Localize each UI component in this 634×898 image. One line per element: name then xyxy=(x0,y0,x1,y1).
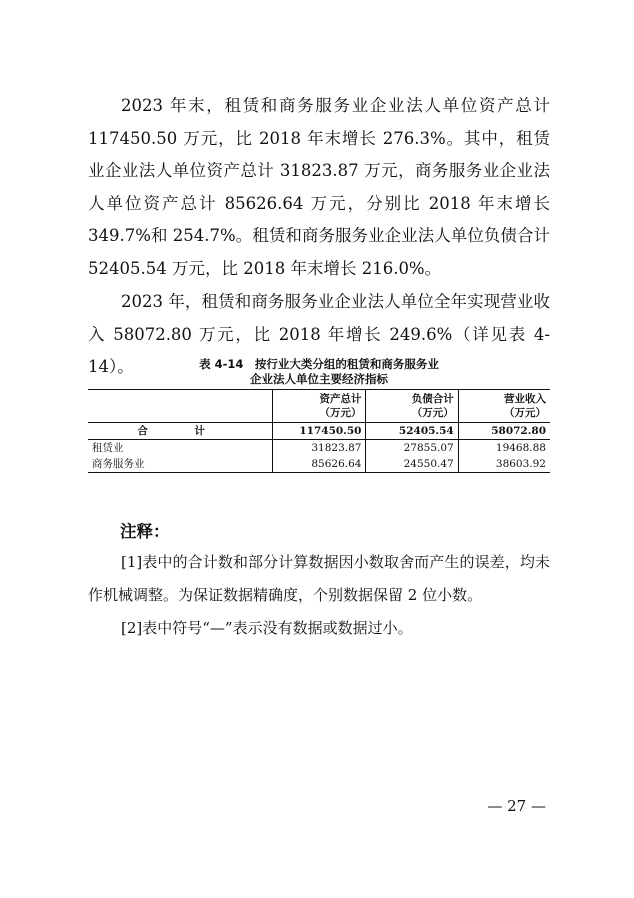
cell-assets: 85626.64 xyxy=(273,456,366,473)
header-assets-unit: （万元） xyxy=(319,407,362,419)
header-revenue-unit: （万元） xyxy=(504,407,546,419)
row-label: 商务服务业 xyxy=(88,456,273,473)
header-liabilities-unit: （万元） xyxy=(411,407,454,419)
table-header-row xyxy=(88,390,550,423)
note-item-2: [2]表中符号“—”表示没有数据或数据过小。 xyxy=(121,619,413,637)
body-paragraph-assets: 2023 年末，租赁和商务服务业企业法人单位资产总计 117450.50 万元，比 2018 年末增长 276.3%。其中，租赁业企业法人单位资产总计 31823.87 万元，商务服务业企业法人单位资产总计 85626.64 万元，分别比 2018 年末增长 349.7%和 254.7%。租赁和商务服务业企业法人单位负债合计 52405.54 万元，比 2018 年末增长 216.0%。 xyxy=(88,96,550,278)
cell-liabilities: 52405.54 xyxy=(366,423,458,440)
cell-revenue: 19468.88 xyxy=(458,440,550,457)
header-revenue-name: 营业收入 xyxy=(504,393,546,405)
economic-indicators-table xyxy=(88,389,550,473)
header-blank-cell xyxy=(88,390,273,423)
cell-revenue: 58072.80 xyxy=(458,423,550,440)
cell-liabilities: 27855.07 xyxy=(366,440,458,457)
header-assets xyxy=(273,390,366,423)
header-liabilities-name: 负债合计 xyxy=(411,393,454,405)
cell-revenue: 38603.92 xyxy=(458,456,550,473)
note-item-1: [1]表中的合计数和部分计算数据因小数取舍而产生的误差，均未作机械调整。为保证数据精确度，个别数据保留 2 位小数。 xyxy=(88,553,550,604)
header-assets-name: 资产总计 xyxy=(319,393,362,405)
body-paragraph-revenue: 2023 年，租赁和商务服务业企业法人单位全年实现营业收入 58072.80 万元，比 2018 年增长 249.6%（详见表 4-14）。 xyxy=(88,292,550,376)
table-row-total xyxy=(88,423,550,440)
cell-assets: 31823.87 xyxy=(273,440,366,457)
header-liabilities xyxy=(366,390,458,423)
table-caption-line1: 表 4-14 按行业大类分组的租赁和商务服务业 xyxy=(199,357,439,371)
cell-assets: 117450.50 xyxy=(273,423,366,440)
header-revenue xyxy=(458,390,550,423)
cell-liabilities: 24550.47 xyxy=(366,456,458,473)
table-row-leasing xyxy=(88,440,550,457)
notes-title: 注释： xyxy=(120,522,170,541)
table-row-business-services xyxy=(88,456,550,473)
row-label: 租赁业 xyxy=(92,442,124,454)
row-label: 合 计 xyxy=(88,423,273,440)
page-number: — 27 — xyxy=(487,797,546,815)
table-caption-line2: 企业法人单位主要经济指标 xyxy=(250,372,388,386)
